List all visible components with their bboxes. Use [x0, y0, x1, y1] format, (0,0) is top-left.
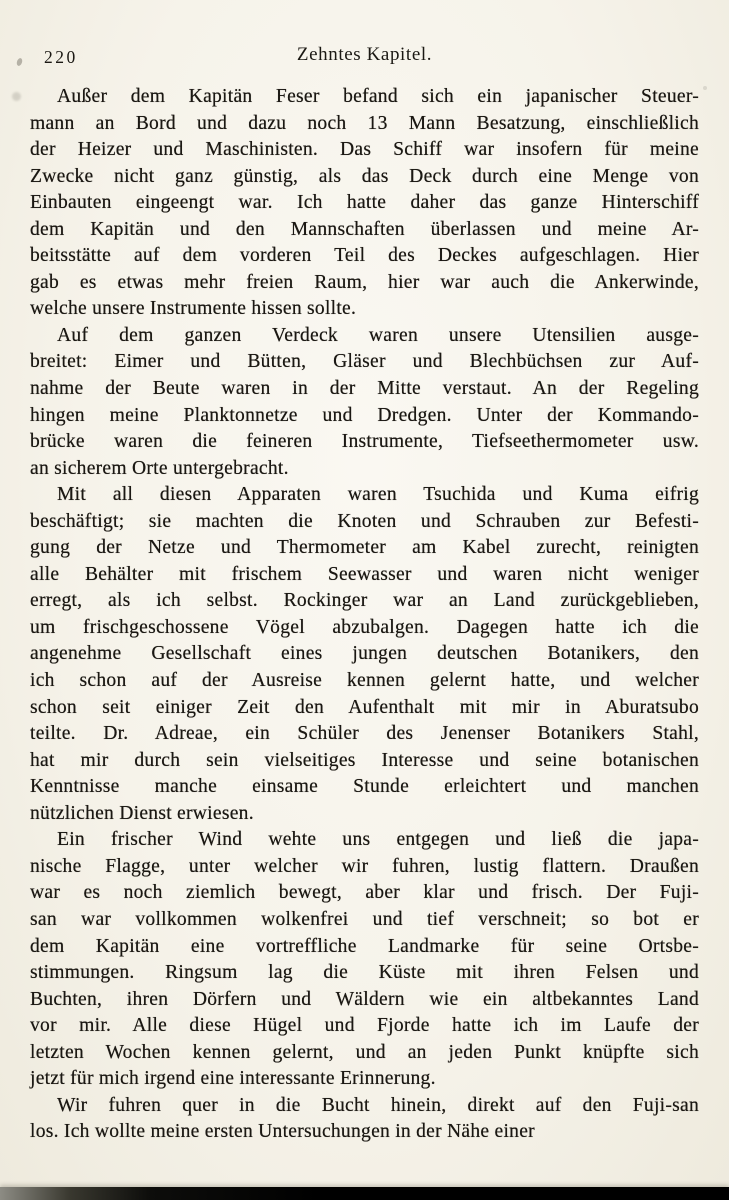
text-line: alle Behälter mit frischem Seewasser und waren nicht weniger: [30, 563, 699, 585]
text-line: nützlichen Dienst erwiesen.: [30, 802, 254, 824]
scan-smudge-artifact: [12, 92, 21, 101]
text-line: Mit all diesen Apparaten waren Tsuchida und Kuma eifrig: [57, 484, 699, 506]
text-line: Wir fuhren quer in die Bucht hinein, direkt auf den Fuji-san: [57, 1094, 699, 1116]
text-line: ich schon auf der Ausreise kennen gelernt hatte, und welcher: [30, 670, 699, 692]
chapter-running-title: Zehntes Kapitel.: [296, 44, 433, 65]
text-line: erregt, als ich selbst. Rockinger war an Land zurückgeblieben,: [30, 590, 699, 612]
text-line: dem Kapitän und den Mannschaften überlassen und meine Ar-: [30, 218, 699, 240]
page-header: [30, 44, 699, 70]
text-line: san war vollkommen wolkenfrei und tief verschneit; so bot er: [30, 908, 699, 930]
text-line: Zwecke nicht ganz günstig, als das Deck durch eine Menge von: [30, 165, 699, 187]
page-body-text: [30, 84, 699, 1146]
text-line: gab es etwas mehr freien Raum, hier war auch die Ankerwinde,: [30, 271, 699, 293]
paragraph: [30, 482, 699, 827]
text-line: teilte. Dr. Adreae, ein Schüler des Jenenser Botanikers Stahl,: [30, 723, 699, 745]
text-line: dem Kapitän eine vortreffliche Landmarke für seine Ortsbe-: [30, 935, 699, 957]
paragraph: [30, 84, 699, 323]
text-line: nahme der Beute waren in der Mitte verstaut. An der Regeling: [30, 378, 699, 400]
text-line: beschäftigt; sie machten die Knoten und Schrauben zur Befesti-: [30, 510, 699, 532]
text-line: vor mir. Alle diese Hügel und Fjorde hatte ich im Laufe der: [30, 1015, 699, 1037]
text-line: Außer dem Kapitän Feser befand sich ein japanischer Steuer-: [57, 86, 699, 107]
text-line: letzten Wochen kennen gelernt, und an jeden Punkt knüpfte sich: [30, 1041, 699, 1063]
text-line: brücke waren die feineren Instrumente, Tiefseethermometer usw.: [30, 431, 699, 453]
text-line: Buchten, ihren Dörfern und Wäldern wie ein altbekanntes Land: [30, 988, 699, 1010]
text-line: stimmungen. Ringsum lag die Küste mit ihren Felsen und: [30, 962, 699, 984]
text-line: breitet: Eimer und Bütten, Gläser und Blechbüchsen zur Auf-: [30, 351, 699, 373]
text-line: hat mir durch sein vielseitiges Interesse und seine botanischen: [30, 749, 699, 771]
text-line: nische Flagge, unter welcher wir fuhren, lustig flattern. Draußen: [30, 855, 699, 877]
scan-edge-artifact: [0, 1187, 729, 1200]
scan-speck-artifact: [703, 86, 707, 90]
text-line: war es noch ziemlich bewegt, aber klar und frisch. Der Fuji-: [30, 882, 699, 904]
text-line: angenehme Gesellschaft eines jungen deutschen Botanikers, den: [30, 643, 699, 665]
paragraph: [30, 827, 699, 1092]
paragraph: [30, 1093, 699, 1146]
text-line: Kenntnisse manche einsame Stunde erleichtert und manchen: [30, 776, 699, 798]
text-line: Ein frischer Wind wehte uns entgegen und ließ die japa-: [57, 829, 699, 851]
text-line: jetzt für mich irgend eine interessante Erinnerung.: [30, 1068, 436, 1090]
text-line: Einbauten eingeengt war. Ich hatte daher das ganze Hinterschiff: [30, 192, 699, 214]
text-line: um frischgeschossene Vögel abzubalgen. Dagegen hatte ich die: [30, 616, 699, 638]
text-line: hingen meine Planktonnetze und Dredgen. Unter der Kommando-: [30, 404, 699, 426]
text-line: los. Ich wollte meine ersten Untersuchungen in der Nähe einer: [30, 1121, 535, 1143]
text-line: welche unsere Instrumente hissen sollte.: [30, 298, 357, 320]
text-line: Auf dem ganzen Verdeck waren unsere Utensilien ausge-: [57, 324, 699, 346]
text-line: beitsstätte auf dem vorderen Teil des Deckes aufgeschlagen. Hier: [30, 245, 699, 267]
scan-smudge-artifact: [16, 57, 23, 66]
text-line: schon seit einiger Zeit den Aufenthalt mit mir in Aburatsubo: [30, 696, 699, 718]
paragraph: [30, 323, 699, 482]
text-line: der Heizer und Maschinisten. Das Schiff war insofern für meine: [30, 139, 699, 161]
text-line: an sicherem Orte untergebracht.: [30, 457, 289, 479]
text-line: mann an Bord und dazu noch 13 Mann Besatzung, einschließlich: [30, 112, 699, 134]
page-number: 220: [44, 47, 78, 67]
text-line: gung der Netze und Thermometer am Kabel zurecht, reinigten: [30, 537, 699, 559]
